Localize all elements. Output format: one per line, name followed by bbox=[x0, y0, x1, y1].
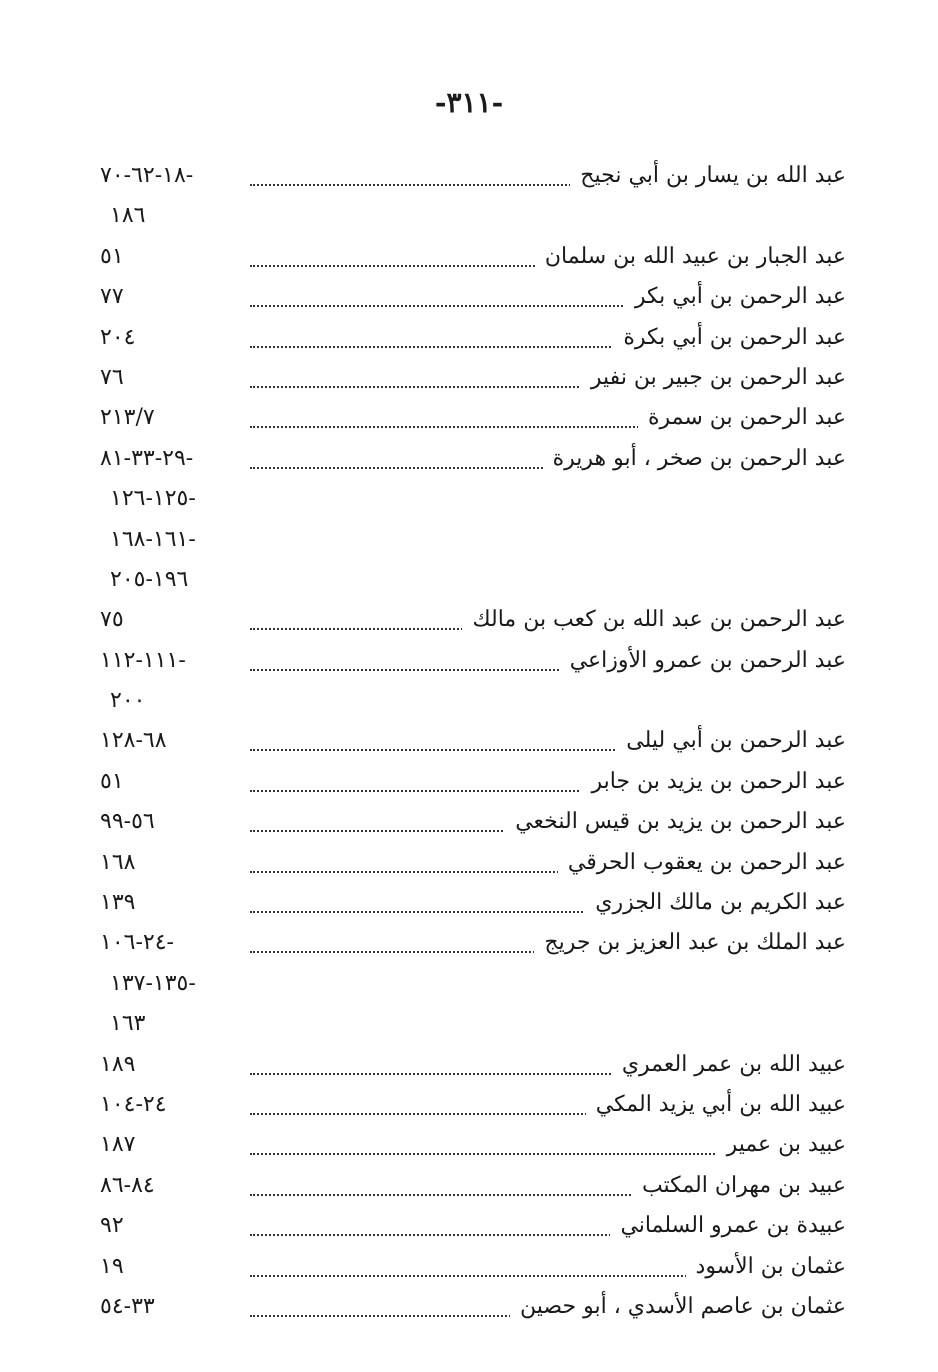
index-entry bbox=[0, 439, 938, 479]
entry-name: عبد الجبار بن عبيد الله بن سلمان bbox=[535, 241, 846, 273]
entry-pages: ٥١ bbox=[100, 768, 124, 794]
entry-name: عبيد بن عمير bbox=[717, 1129, 846, 1161]
entry-name: عبيد الله بن أبي يزيد المكي bbox=[586, 1089, 846, 1121]
index-entry-continuation bbox=[0, 681, 938, 721]
entry-pages: ٢٩-٣٣-٨١- bbox=[100, 445, 194, 471]
index-entry bbox=[0, 1206, 938, 1246]
entry-pages: ٩٢ bbox=[100, 1213, 124, 1239]
index-entry bbox=[0, 1045, 938, 1085]
entry-pages: ١٩٦-٢٠٥ bbox=[110, 566, 189, 592]
entry-pages: ٢٤-١٠٤ bbox=[100, 1091, 167, 1117]
index-entry bbox=[0, 721, 938, 761]
index-entry-continuation bbox=[0, 964, 938, 1004]
entry-pages: ٣٣-٥٤ bbox=[100, 1293, 155, 1319]
entry-pages: ٢١٣/٧ bbox=[100, 405, 155, 431]
entry-name: عبد الرحمن بن صخر ، أبو هريرة bbox=[543, 443, 846, 475]
entry-pages: ٢٠٤ bbox=[100, 324, 136, 350]
entry-name: عبد الله بن يسار بن أبي نجيح bbox=[570, 160, 846, 192]
entry-pages: ٧٧ bbox=[100, 284, 124, 310]
entry-name: عبيد بن مهران المكتب bbox=[632, 1170, 846, 1202]
entry-name: عبد الرحمن بن يزيد بن قيس النخعي bbox=[505, 806, 846, 838]
index-entry-continuation bbox=[0, 196, 938, 236]
entry-name: عثمان بن الأسود bbox=[686, 1251, 846, 1283]
index-entry-continuation bbox=[0, 479, 938, 519]
entry-pages: ١٣٩ bbox=[100, 890, 136, 916]
entry-name: عبد الرحمن بن سمرة bbox=[638, 402, 846, 434]
index-entry bbox=[0, 237, 938, 277]
index-entry bbox=[0, 1166, 938, 1206]
entry-pages: ٢٤-١٠٦- bbox=[100, 930, 174, 956]
index-entry bbox=[0, 318, 938, 358]
entry-name: عثمان بن عاصم الأسدي ، أبو حصين bbox=[510, 1291, 846, 1323]
entry-name: عبد الرحمن بن جبير بن نفير bbox=[581, 362, 846, 394]
entry-name: عبد الرحمن بن يعقوب الحرقي bbox=[558, 847, 846, 879]
index-entry bbox=[0, 156, 938, 196]
index-entry bbox=[0, 1085, 938, 1125]
entry-pages: ٥١ bbox=[100, 243, 124, 269]
entry-pages: ١٢٥-١٢٦- bbox=[110, 486, 196, 512]
entry-pages: ١٣٥-١٣٧- bbox=[110, 970, 196, 996]
entry-pages: ٦٨-١٢٨ bbox=[100, 728, 167, 754]
index-entry bbox=[0, 358, 938, 398]
entry-pages: ١١١-١١٢- bbox=[100, 647, 186, 673]
entry-pages: ٢٠٠ bbox=[110, 688, 146, 714]
entry-name: عبد الرحمن بن أبي ليلى bbox=[616, 725, 846, 757]
entry-pages: ٧٥ bbox=[100, 607, 124, 633]
index-entry bbox=[0, 1247, 938, 1287]
entry-name: عبد الملك بن عبد العزيز بن جريج bbox=[534, 927, 846, 959]
entry-pages: ١٩ bbox=[100, 1253, 124, 1279]
index-entry bbox=[0, 762, 938, 802]
entry-pages: ١٦٨ bbox=[100, 849, 136, 875]
entry-name: عبد الرحمن بن عبد الله بن كعب بن مالك bbox=[462, 604, 846, 636]
entry-pages: ١٨٦ bbox=[110, 203, 146, 229]
index-entry bbox=[0, 843, 938, 883]
page-number: -٣١١- bbox=[434, 86, 504, 119]
index-entry bbox=[0, 600, 938, 640]
entry-pages: ١٦١-١٦٨- bbox=[110, 526, 196, 552]
entry-name: عبد الرحمن بن عمرو الأوزاعي bbox=[560, 645, 846, 677]
index-entry bbox=[0, 277, 938, 317]
index-entry bbox=[0, 883, 938, 923]
entry-name: عبد الرحمن بن يزيد بن جابر bbox=[581, 766, 846, 798]
entry-pages: ١٨٩ bbox=[100, 1051, 136, 1077]
entry-pages: ٨٤-٨٦ bbox=[100, 1172, 155, 1198]
entry-pages: ١٨-٦٢-٧٠- bbox=[100, 163, 194, 188]
index-entry bbox=[0, 923, 938, 963]
entry-name: عبد الكريم بن مالك الجزري bbox=[585, 887, 846, 919]
index-entry bbox=[0, 1125, 938, 1165]
index-entry-continuation bbox=[0, 520, 938, 560]
entry-name: عبيد الله بن عمر العمري bbox=[612, 1049, 846, 1081]
entry-name: عبد الرحمن بن أبي بكرة bbox=[613, 322, 846, 354]
index-entry bbox=[0, 802, 938, 842]
entry-name: عبد الرحمن بن أبي بكر bbox=[625, 281, 846, 313]
index-entry bbox=[0, 641, 938, 681]
index-entry-continuation bbox=[0, 1004, 938, 1044]
entry-pages: ١٦٣ bbox=[110, 1011, 146, 1037]
index-entry bbox=[0, 398, 938, 438]
entry-pages: ٥٦-٩٩ bbox=[100, 809, 155, 835]
index-entry bbox=[0, 1287, 938, 1327]
entry-pages: ٧٦ bbox=[100, 364, 124, 390]
index-list bbox=[0, 156, 938, 1327]
index-entry-continuation bbox=[0, 560, 938, 600]
entry-pages: ١٨٧ bbox=[100, 1132, 136, 1158]
entry-name: عبيدة بن عمرو السلماني bbox=[610, 1210, 846, 1242]
